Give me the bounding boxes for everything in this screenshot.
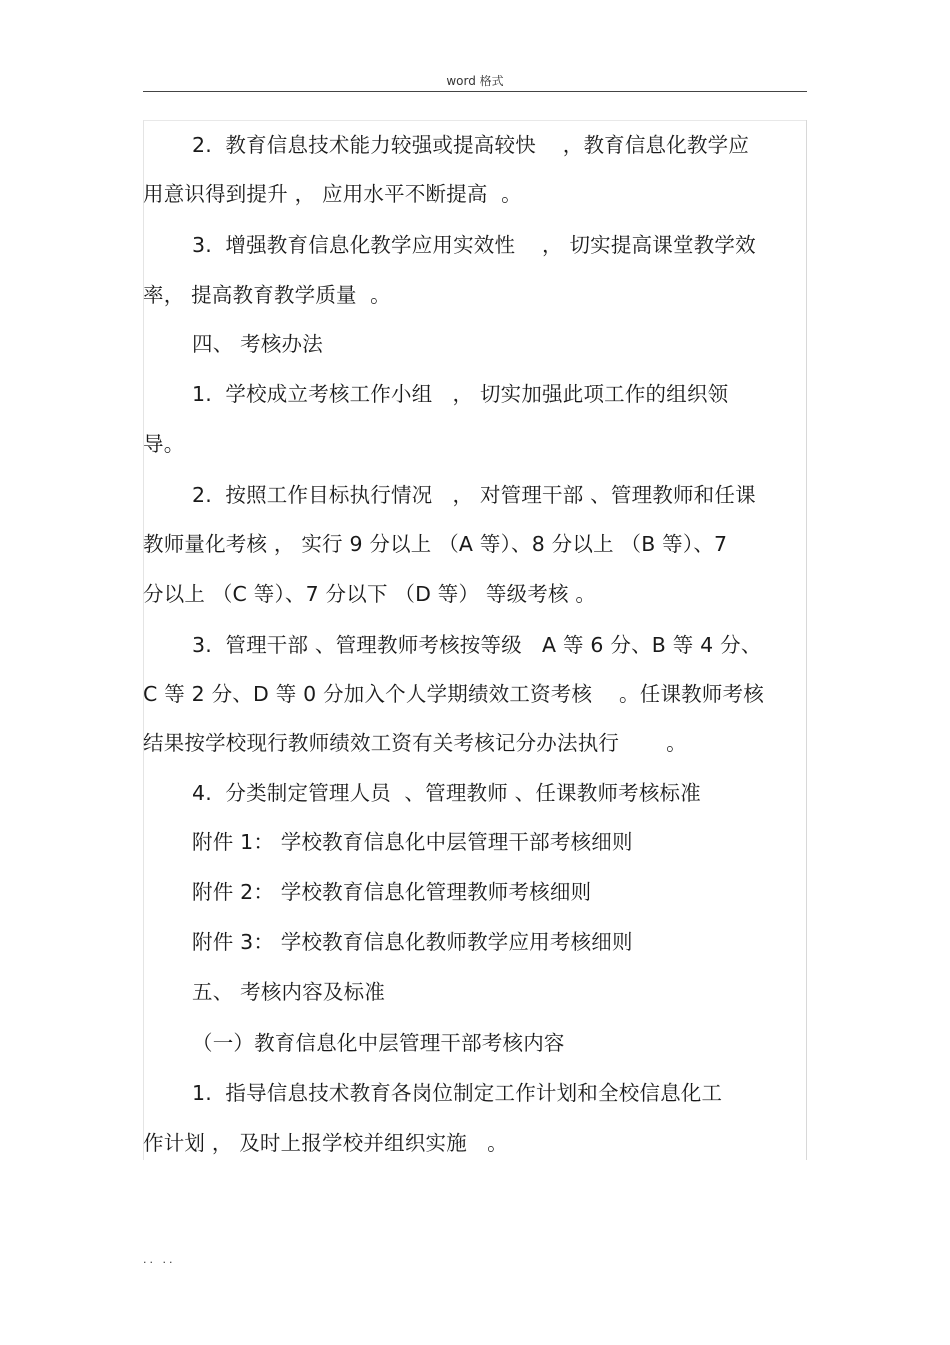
text-line: 3. 增强教育信息化教学应用实效性 ， 切实提高课堂教学效 [192, 233, 756, 257]
text-line: 结果按学校现行教师绩效工资有关考核记分办法执行 。 [143, 731, 687, 755]
text-line: 分以上 （C 等）、7 分以下 （D 等） 等级考核 。 [143, 582, 597, 606]
section-heading: 四、 考核办法 [192, 332, 323, 356]
text-line: C 等 2 分、D 等 0 分加入个人学期绩效工资考核 。任课教师考核 [143, 682, 764, 706]
page-header-label: word 格式 [446, 74, 504, 88]
text-line: 2. 按照工作目标执行情况 ， 对管理干部 、管理教师和任课 [192, 483, 756, 507]
text-line: 1. 学校成立考核工作小组 ， 切实加强此项工作的组织领 [192, 382, 729, 406]
header-divider [143, 91, 807, 92]
attachment-line: 附件 1： 学校教育信息化中层管理干部考核细则 [192, 830, 633, 854]
text-line: 用意识得到提升 ， 应用水平不断提高 。 [143, 182, 522, 206]
attachment-line: 附件 3： 学校教育信息化教师教学应用考核细则 [192, 930, 633, 954]
text-line: 教师量化考核 ， 实行 9 分以上 （A 等）、8 分以上 （B 等）、7 [143, 532, 728, 556]
text-line: 率， 提高教育教学质量 。 [143, 283, 391, 307]
text-line: 1. 指导信息技术教育各岗位制定工作计划和全校信息化工 [192, 1081, 723, 1105]
content-frame-left [143, 120, 144, 1160]
text-line: 作计划 ， 及时上报学校并组织实施 。 [143, 1131, 508, 1155]
subsection-heading: （一）教育信息化中层管理干部考核内容 [192, 1031, 565, 1055]
section-heading: 五、 考核内容及标准 [192, 980, 386, 1004]
page-footer-dots: .. .. [143, 1253, 176, 1266]
attachment-line: 附件 2： 学校教育信息化管理教师考核细则 [192, 880, 592, 904]
text-line: 4. 分类制定管理人员 、管理教师 、任课教师考核标准 [192, 781, 701, 805]
text-line: 导。 [143, 432, 185, 456]
text-line: 3. 管理干部 、管理教师考核按等级 A 等 6 分、B 等 4 分、 [192, 633, 762, 657]
content-frame-right [806, 120, 807, 1160]
content-frame-top [143, 120, 807, 121]
text-line: 2. 教育信息技术能力较强或提高较快 ，教育信息化教学应 [192, 133, 750, 157]
